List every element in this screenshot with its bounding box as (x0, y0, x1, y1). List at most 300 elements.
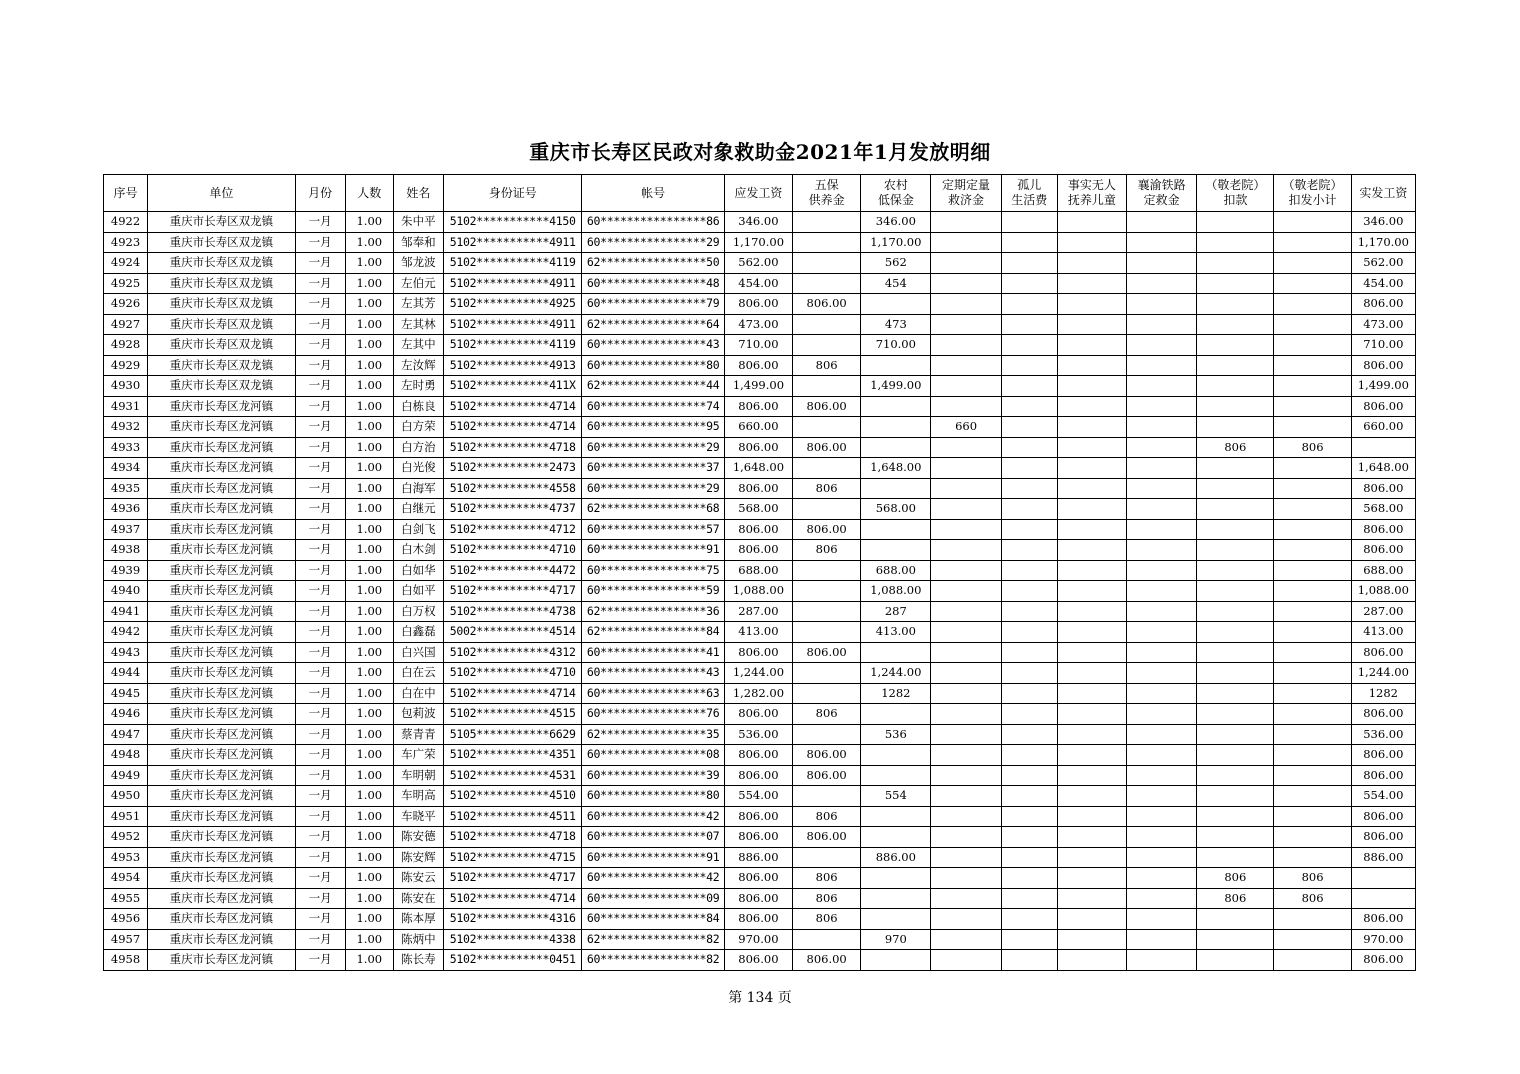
cell-orphan-allowance (1001, 437, 1057, 458)
table-row (104, 868, 1416, 889)
cell-railway-relief (1127, 622, 1197, 643)
cell-net-pay: 1,244.00 (1351, 663, 1415, 684)
cell-net-pay: 806.00 (1351, 294, 1415, 315)
cell-five-guarantee: 806.00 (793, 950, 861, 971)
cell-five-guarantee: 806.00 (793, 437, 861, 458)
cell-count: 1.00 (345, 581, 393, 602)
cell-name: 左其芳 (393, 294, 443, 315)
cell-nursing-deduction (1197, 540, 1274, 561)
cell-nursing-subtotal (1274, 519, 1351, 540)
cell-unit: 重庆市长寿区双龙镇 (148, 376, 295, 397)
cell-net-pay: 806.00 (1351, 806, 1415, 827)
cell-seq: 4944 (104, 663, 148, 684)
cell-railway-relief (1127, 581, 1197, 602)
cell-nursing-subtotal (1274, 540, 1351, 561)
cell-nursing-deduction (1197, 314, 1274, 335)
cell-name: 左其林 (393, 314, 443, 335)
cell-month: 一月 (295, 253, 345, 274)
cell-unit: 重庆市长寿区龙河镇 (148, 437, 295, 458)
cell-account: 60****************29 (582, 478, 724, 499)
cell-rural-subsistence: 346.00 (861, 212, 931, 233)
column-header-orphan-allowance: 孤儿 生活费 (1001, 175, 1057, 212)
cell-gross-pay: 806.00 (724, 540, 792, 561)
table-row (104, 601, 1416, 622)
cell-month: 一月 (295, 745, 345, 766)
cell-id-number: 5102***********4913 (443, 355, 581, 376)
cell-orphan-allowance (1001, 519, 1057, 540)
cell-fixed-relief (931, 786, 1001, 807)
cell-five-guarantee: 806 (793, 704, 861, 725)
cell-month: 一月 (295, 950, 345, 971)
cell-unit: 重庆市长寿区龙河镇 (148, 642, 295, 663)
cell-count: 1.00 (345, 622, 393, 643)
cell-name: 陈安德 (393, 827, 443, 848)
cell-nursing-deduction (1197, 950, 1274, 971)
cell-orphan-allowance (1001, 622, 1057, 643)
cell-count: 1.00 (345, 273, 393, 294)
table-row (104, 560, 1416, 581)
cell-nursing-deduction (1197, 232, 1274, 253)
cell-unit: 重庆市长寿区龙河镇 (148, 601, 295, 622)
cell-five-guarantee (793, 724, 861, 745)
cell-seq: 4939 (104, 560, 148, 581)
cell-orphan-allowance (1001, 314, 1057, 335)
cell-account: 60****************48 (582, 273, 724, 294)
cell-railway-relief (1127, 417, 1197, 438)
cell-name: 白如平 (393, 581, 443, 602)
cell-net-pay: 1,088.00 (1351, 581, 1415, 602)
cell-count: 1.00 (345, 663, 393, 684)
cell-unit: 重庆市长寿区龙河镇 (148, 786, 295, 807)
cell-unattended-child (1057, 683, 1126, 704)
cell-count: 1.00 (345, 540, 393, 561)
cell-seq: 4953 (104, 847, 148, 868)
cell-net-pay: 806.00 (1351, 540, 1415, 561)
table-row (104, 806, 1416, 827)
cell-rural-subsistence (861, 642, 931, 663)
cell-month: 一月 (295, 273, 345, 294)
cell-nursing-deduction (1197, 663, 1274, 684)
cell-unattended-child (1057, 704, 1126, 725)
cell-nursing-subtotal (1274, 499, 1351, 520)
cell-five-guarantee (793, 376, 861, 397)
cell-id-number: 5102***********4714 (443, 417, 581, 438)
cell-gross-pay: 806.00 (724, 745, 792, 766)
table-row (104, 499, 1416, 520)
cell-five-guarantee: 806 (793, 540, 861, 561)
cell-name: 白鑫磊 (393, 622, 443, 643)
cell-seq: 4924 (104, 253, 148, 274)
cell-seq: 4923 (104, 232, 148, 253)
cell-orphan-allowance (1001, 704, 1057, 725)
cell-id-number: 5102***********4717 (443, 868, 581, 889)
cell-fixed-relief (931, 253, 1001, 274)
cell-gross-pay: 1,244.00 (724, 663, 792, 684)
cell-unattended-child (1057, 437, 1126, 458)
cell-nursing-subtotal (1274, 396, 1351, 417)
cell-railway-relief (1127, 232, 1197, 253)
cell-seq: 4947 (104, 724, 148, 745)
cell-seq: 4950 (104, 786, 148, 807)
cell-seq: 4922 (104, 212, 148, 233)
cell-id-number: 5102***********4911 (443, 273, 581, 294)
cell-nursing-subtotal (1274, 478, 1351, 499)
table-row (104, 519, 1416, 540)
cell-fixed-relief (931, 847, 1001, 868)
cell-nursing-subtotal (1274, 417, 1351, 438)
cell-month: 一月 (295, 806, 345, 827)
cell-five-guarantee: 806.00 (793, 765, 861, 786)
cell-orphan-allowance (1001, 355, 1057, 376)
cell-fixed-relief (931, 683, 1001, 704)
cell-name: 左时勇 (393, 376, 443, 397)
cell-rural-subsistence: 1,648.00 (861, 458, 931, 479)
cell-rural-subsistence: 1,244.00 (861, 663, 931, 684)
cell-orphan-allowance (1001, 417, 1057, 438)
cell-account: 60****************41 (582, 642, 724, 663)
cell-orphan-allowance (1001, 273, 1057, 294)
cell-count: 1.00 (345, 868, 393, 889)
cell-five-guarantee: 806.00 (793, 519, 861, 540)
cell-orphan-allowance (1001, 683, 1057, 704)
cell-nursing-deduction (1197, 704, 1274, 725)
cell-name: 白兴国 (393, 642, 443, 663)
cell-net-pay: 454.00 (1351, 273, 1415, 294)
cell-unit: 重庆市长寿区龙河镇 (148, 929, 295, 950)
cell-unattended-child (1057, 786, 1126, 807)
cell-id-number: 5102***********4150 (443, 212, 581, 233)
cell-unattended-child (1057, 376, 1126, 397)
cell-gross-pay: 806.00 (724, 519, 792, 540)
cell-unit: 重庆市长寿区龙河镇 (148, 581, 295, 602)
cell-fixed-relief (931, 335, 1001, 356)
cell-rural-subsistence (861, 704, 931, 725)
cell-rural-subsistence (861, 355, 931, 376)
cell-net-pay: 1,648.00 (1351, 458, 1415, 479)
cell-seq: 4941 (104, 601, 148, 622)
cell-railway-relief (1127, 888, 1197, 909)
column-header-month: 月份 (295, 175, 345, 212)
cell-nursing-subtotal (1274, 827, 1351, 848)
cell-rural-subsistence (861, 437, 931, 458)
cell-net-pay: 1,499.00 (1351, 376, 1415, 397)
cell-unattended-child (1057, 663, 1126, 684)
cell-net-pay: 562.00 (1351, 253, 1415, 274)
cell-railway-relief (1127, 499, 1197, 520)
cell-five-guarantee: 806.00 (793, 294, 861, 315)
cell-nursing-deduction (1197, 335, 1274, 356)
cell-railway-relief (1127, 642, 1197, 663)
cell-account: 62****************35 (582, 724, 724, 745)
cell-fixed-relief (931, 765, 1001, 786)
cell-unattended-child (1057, 335, 1126, 356)
cell-five-guarantee (793, 273, 861, 294)
cell-unit: 重庆市长寿区龙河镇 (148, 458, 295, 479)
table-row (104, 950, 1416, 971)
cell-month: 一月 (295, 294, 345, 315)
column-header-unit: 单位 (148, 175, 295, 212)
cell-id-number: 5102***********2473 (443, 458, 581, 479)
cell-five-guarantee (793, 683, 861, 704)
table-row (104, 929, 1416, 950)
cell-id-number: 5102***********4312 (443, 642, 581, 663)
cell-seq: 4926 (104, 294, 148, 315)
cell-nursing-subtotal (1274, 314, 1351, 335)
table-row (104, 253, 1416, 274)
cell-railway-relief (1127, 396, 1197, 417)
cell-fixed-relief (931, 888, 1001, 909)
cell-gross-pay: 454.00 (724, 273, 792, 294)
cell-unattended-child (1057, 499, 1126, 520)
cell-gross-pay: 568.00 (724, 499, 792, 520)
cell-orphan-allowance (1001, 642, 1057, 663)
cell-id-number: 5102***********4714 (443, 396, 581, 417)
cell-fixed-relief (931, 642, 1001, 663)
cell-railway-relief (1127, 909, 1197, 930)
cell-five-guarantee (793, 335, 861, 356)
cell-month: 一月 (295, 560, 345, 581)
cell-unattended-child (1057, 396, 1126, 417)
cell-net-pay: 660.00 (1351, 417, 1415, 438)
cell-railway-relief (1127, 253, 1197, 274)
cell-gross-pay: 806.00 (724, 909, 792, 930)
cell-id-number: 5102***********0451 (443, 950, 581, 971)
cell-month: 一月 (295, 437, 345, 458)
cell-name: 车广荣 (393, 745, 443, 766)
cell-id-number: 5102***********4925 (443, 294, 581, 315)
cell-fixed-relief (931, 232, 1001, 253)
cell-month: 一月 (295, 355, 345, 376)
cell-name: 陈长寿 (393, 950, 443, 971)
cell-net-pay (1351, 888, 1415, 909)
cell-rural-subsistence (861, 888, 931, 909)
cell-month: 一月 (295, 212, 345, 233)
cell-unit: 重庆市长寿区龙河镇 (148, 888, 295, 909)
cell-gross-pay: 970.00 (724, 929, 792, 950)
cell-rural-subsistence (861, 396, 931, 417)
cell-orphan-allowance (1001, 540, 1057, 561)
cell-name: 左伯元 (393, 273, 443, 294)
cell-name: 白栋良 (393, 396, 443, 417)
cell-id-number: 5102***********4911 (443, 232, 581, 253)
cell-five-guarantee (793, 232, 861, 253)
cell-count: 1.00 (345, 909, 393, 930)
cell-net-pay: 806.00 (1351, 765, 1415, 786)
cell-account: 60****************95 (582, 417, 724, 438)
cell-month: 一月 (295, 499, 345, 520)
cell-railway-relief (1127, 950, 1197, 971)
cell-unit: 重庆市长寿区龙河镇 (148, 622, 295, 643)
cell-five-guarantee (793, 663, 861, 684)
cell-month: 一月 (295, 868, 345, 889)
cell-seq: 4951 (104, 806, 148, 827)
cell-account: 62****************44 (582, 376, 724, 397)
cell-month: 一月 (295, 909, 345, 930)
column-header-nursing-subtotal: （敬老院） 扣发小计 (1274, 175, 1351, 212)
cell-id-number: 5102***********4515 (443, 704, 581, 725)
cell-nursing-subtotal (1274, 724, 1351, 745)
cell-month: 一月 (295, 683, 345, 704)
cell-gross-pay: 806.00 (724, 765, 792, 786)
cell-rural-subsistence: 287 (861, 601, 931, 622)
cell-net-pay: 806.00 (1351, 950, 1415, 971)
cell-name: 左其中 (393, 335, 443, 356)
cell-gross-pay: 287.00 (724, 601, 792, 622)
cell-fixed-relief (931, 314, 1001, 335)
cell-account: 60****************09 (582, 888, 724, 909)
cell-nursing-subtotal (1274, 622, 1351, 643)
cell-nursing-subtotal (1274, 335, 1351, 356)
cell-gross-pay: 886.00 (724, 847, 792, 868)
cell-id-number: 5102***********4714 (443, 888, 581, 909)
cell-railway-relief (1127, 868, 1197, 889)
cell-nursing-subtotal (1274, 950, 1351, 971)
cell-net-pay: 554.00 (1351, 786, 1415, 807)
cell-name: 车明朝 (393, 765, 443, 786)
cell-month: 一月 (295, 335, 345, 356)
cell-id-number: 5102***********4718 (443, 827, 581, 848)
cell-nursing-subtotal (1274, 560, 1351, 581)
cell-count: 1.00 (345, 847, 393, 868)
table-row (104, 417, 1416, 438)
cell-net-pay: 536.00 (1351, 724, 1415, 745)
cell-five-guarantee (793, 417, 861, 438)
cell-five-guarantee (793, 786, 861, 807)
cell-rural-subsistence (861, 827, 931, 848)
cell-net-pay: 806.00 (1351, 909, 1415, 930)
cell-unattended-child (1057, 212, 1126, 233)
cell-id-number: 5102***********4715 (443, 847, 581, 868)
cell-gross-pay: 1,648.00 (724, 458, 792, 479)
cell-net-pay: 806.00 (1351, 355, 1415, 376)
cell-account: 60****************43 (582, 663, 724, 684)
cell-account: 60****************74 (582, 396, 724, 417)
table-row (104, 314, 1416, 335)
cell-unit: 重庆市长寿区双龙镇 (148, 314, 295, 335)
table-row (104, 540, 1416, 561)
cell-seq: 4949 (104, 765, 148, 786)
cell-account: 60****************79 (582, 294, 724, 315)
cell-month: 一月 (295, 663, 345, 684)
cell-nursing-subtotal (1274, 458, 1351, 479)
cell-id-number: 5102***********4714 (443, 683, 581, 704)
cell-unattended-child (1057, 232, 1126, 253)
cell-railway-relief (1127, 478, 1197, 499)
cell-account: 60****************84 (582, 909, 724, 930)
cell-name: 白继元 (393, 499, 443, 520)
cell-month: 一月 (295, 417, 345, 438)
cell-month: 一月 (295, 396, 345, 417)
cell-nursing-deduction (1197, 601, 1274, 622)
header-row (104, 175, 1416, 212)
cell-rural-subsistence: 536 (861, 724, 931, 745)
cell-month: 一月 (295, 478, 345, 499)
cell-orphan-allowance (1001, 601, 1057, 622)
cell-name: 陈本厚 (393, 909, 443, 930)
cell-seq: 4943 (104, 642, 148, 663)
cell-unattended-child (1057, 765, 1126, 786)
cell-orphan-allowance (1001, 335, 1057, 356)
cell-unit: 重庆市长寿区双龙镇 (148, 253, 295, 274)
cell-count: 1.00 (345, 355, 393, 376)
cell-id-number: 5102***********4316 (443, 909, 581, 930)
cell-account: 60****************29 (582, 437, 724, 458)
cell-month: 一月 (295, 642, 345, 663)
cell-five-guarantee: 806.00 (793, 827, 861, 848)
cell-seq: 4938 (104, 540, 148, 561)
cell-orphan-allowance (1001, 909, 1057, 930)
cell-nursing-deduction (1197, 355, 1274, 376)
cell-unattended-child (1057, 601, 1126, 622)
cell-seq: 4932 (104, 417, 148, 438)
cell-unit: 重庆市长寿区龙河镇 (148, 950, 295, 971)
cell-gross-pay: 806.00 (724, 396, 792, 417)
cell-seq: 4946 (104, 704, 148, 725)
cell-nursing-subtotal (1274, 786, 1351, 807)
column-header-count: 人数 (345, 175, 393, 212)
cell-id-number: 5102***********4531 (443, 765, 581, 786)
cell-unit: 重庆市长寿区龙河镇 (148, 540, 295, 561)
column-header-name: 姓名 (393, 175, 443, 212)
cell-railway-relief (1127, 335, 1197, 356)
cell-orphan-allowance (1001, 458, 1057, 479)
cell-seq: 4958 (104, 950, 148, 971)
cell-unattended-child (1057, 458, 1126, 479)
cell-name: 蔡青青 (393, 724, 443, 745)
cell-nursing-subtotal (1274, 212, 1351, 233)
cell-net-pay (1351, 868, 1415, 889)
cell-orphan-allowance (1001, 478, 1057, 499)
cell-fixed-relief (931, 212, 1001, 233)
cell-gross-pay: 806.00 (724, 868, 792, 889)
cell-gross-pay: 806.00 (724, 888, 792, 909)
cell-orphan-allowance (1001, 786, 1057, 807)
cell-unattended-child (1057, 642, 1126, 663)
cell-orphan-allowance (1001, 827, 1057, 848)
cell-name: 邹龙波 (393, 253, 443, 274)
table-row (104, 294, 1416, 315)
cell-gross-pay: 660.00 (724, 417, 792, 438)
cell-id-number: 5102***********4558 (443, 478, 581, 499)
cell-orphan-allowance (1001, 745, 1057, 766)
cell-account: 62****************84 (582, 622, 724, 643)
cell-count: 1.00 (345, 335, 393, 356)
cell-nursing-deduction (1197, 253, 1274, 274)
cell-unattended-child (1057, 745, 1126, 766)
cell-railway-relief (1127, 827, 1197, 848)
cell-nursing-deduction (1197, 622, 1274, 643)
cell-fixed-relief (931, 909, 1001, 930)
cell-unattended-child (1057, 560, 1126, 581)
cell-orphan-allowance (1001, 560, 1057, 581)
cell-nursing-deduction (1197, 724, 1274, 745)
table-row (104, 437, 1416, 458)
cell-account: 60****************39 (582, 765, 724, 786)
cell-five-guarantee (793, 929, 861, 950)
cell-five-guarantee (793, 314, 861, 335)
table-row (104, 376, 1416, 397)
table-row (104, 458, 1416, 479)
cell-gross-pay: 806.00 (724, 642, 792, 663)
cell-account: 62****************68 (582, 499, 724, 520)
cell-count: 1.00 (345, 560, 393, 581)
cell-count: 1.00 (345, 765, 393, 786)
cell-name: 左汝辉 (393, 355, 443, 376)
cell-name: 白海军 (393, 478, 443, 499)
cell-fixed-relief (931, 355, 1001, 376)
cell-railway-relief (1127, 929, 1197, 950)
cell-nursing-subtotal (1274, 683, 1351, 704)
